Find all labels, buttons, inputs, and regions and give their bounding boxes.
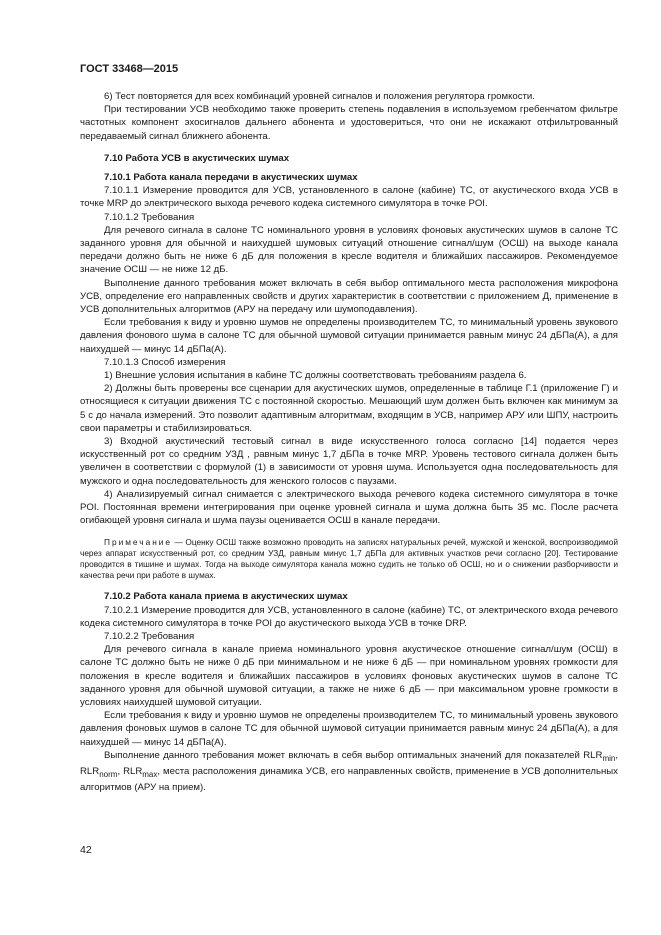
paragraph-receive-requirement-1: Для речевого сигнала в канале приема номинального уровня акустическое отношение сигнал/шум (ОСШ) в салоне ТС должно быть не ниже 0 дБ при минимальном и не ниже 6 дБ — при номинальном уровнях громкости для положения в кресле водителя и ближайших пассажиров в условиях фоновых акустических шумов в салоне ТС заданного уровня для обычной шумовой ситуации, а также не ниже 6 дБ — при максимальном уровне громкости в условиях наихудшей шумовой ситуации. xyxy=(80,644,618,708)
paragraph-7-10-1-3-title: 7.10.1.3 Способ измерения xyxy=(104,356,226,368)
paragraph-requirement-3: Если требования к виду и уровню шумов не определены производителем ТС, то минимальный уровень звукового давления фонового шума в салоне ТС для обычной шумовой ситуации принимается равным минус 24 дБПа(А), а для наихудшей — минус 14 дБПа(А). xyxy=(80,317,618,355)
note-paragraph xyxy=(80,537,618,582)
paragraph-7-10-2-2-title: 7.10.2.2 Требования xyxy=(104,630,195,642)
note-text: — Оценку ОСШ также возможно проводить на записях натуральных речей, мужской и женской, воспроизводимой через аппарат искусственный рот, со средним УЗД, равным минус 1,7 дБПа для активных участков речи согласно [20]. Тестирование проводится в тишине и шумах. Тогда на выходе симулятора канала можно судить не только об ОСШ, но и о снижении разборчивости и качества речи при работе в шумах. xyxy=(80,536,618,581)
paragraph-7-10-1-2-title: 7.10.1.2 Требования xyxy=(104,211,195,223)
document-body xyxy=(80,90,618,794)
paragraph-receive-requirement-2: Если требования к виду и уровню шумов не определены производителем ТС, то минимальный уровень звукового давления фоновых шумов в салоне ТС для обычной шумовой ситуации принимается равным минус 24 дБПа(А), а для наихудшей — минус 14 дБПа(А). xyxy=(80,710,618,748)
separator: , xyxy=(615,749,618,761)
rlr-min-subscript: min xyxy=(602,753,616,763)
text-run: Выполнение данного требования может включать в себя выбор оптимальных значений для показателей xyxy=(104,749,584,761)
paragraph-requirement-2: Выполнение данного требования может включать в себя выбор оптимального места расположения микрофона УСВ, определение его направленных свойств и других характеристик в соответствии с приложением Д, применение в УСВ дополнительных алгоритмов (АРУ на передачу или шумоподавления). xyxy=(80,277,618,316)
paragraph-7-10-2-1: 7.10.2.1 Измерение проводится для УСВ, установленного в салоне (кабине) ТС, от электрического входа речевого кодека системного симулятора в точке POI до акустического выхода УСВ в точке DRP. xyxy=(80,604,618,629)
paragraph-test-note: При тестировании УСВ необходимо также проверить степень подавления в используемом гребенчатом фильтре частотных компонент эхосигналов дальнего абонента и удостовериться, что они не искажают отфильтрованный передаваемый сигнал ближнего абонента. xyxy=(80,104,618,142)
rlr-min-label: RLR xyxy=(583,749,603,761)
paragraph-method-3: 3) Входной акустический тестовый сигнал в виде искусственного голоса согласно [14] подается через искусственный рот со средним УЗД , равным минус 1,7 дБПа в точке MRP. Уровень тестового сигнала должен быть увеличен в соответствии с формулой (1) в зависимости от уровня шума. Используется одна последовательность для мужского и одна последовательность для женского голосов с паузами. xyxy=(80,436,618,487)
rlr-max-label: RLR xyxy=(123,765,143,777)
paragraph-method-2: 2) Должны быть проверены все сценарии для акустических шумов, определенные в таблице Г.1 (приложение Г) и относящиеся к ситуации движения ТС с постоянной скоростью. Мешающий шум должен быть включен как минимум за 5 с до начала измерений. Это позволит адаптивным алгоритмам, входящим в УСВ, например АРУ или ШПУ, настроить свои параметры и стабилизироваться. xyxy=(80,383,618,434)
paragraph-method-4: 4) Анализируемый сигнал снимается с электрического выхода речевого кодека системного симулятора в точке POI. Постоянная времени интегрирования при оценке уровней сигнала и шума должна быть 35 мс. После расчета огибающей уровня сигнала и шума паузы оценивается ОСШ в канале передачи. xyxy=(80,488,618,527)
rlr-norm-subscript: norm xyxy=(99,769,118,779)
separator: , xyxy=(117,765,124,777)
paragraph-method-1: 1) Внешние условия испытания в кабине ТС должны соответствовать требованиям раздела 6. xyxy=(104,370,527,382)
paragraph-requirement-1: Для речевого сигнала в салоне ТС номинального уровня в условиях фоновых акустических шумов в салоне ТС заданного уровня для обычной и наихудшей шумовых ситуаций отношение сигнал/шум (ОСШ) на выходе канала передачи должно быть не ниже 6 дБ для положения в кресле водителя и ближайших пассажиров. Рекомендуемое значение ОСШ — не ниже 12 дБ. xyxy=(80,224,618,276)
subsection-heading-7-10-2: 7.10.2 Работа канала приема в акустических шумах xyxy=(104,591,348,603)
paragraph-test-repeat: 6) Тест повторяется для всех комбинаций уровней сигналов и положения регулятора громкости. xyxy=(104,91,535,102)
paragraph-7-10-1-1: 7.10.1.1 Измерение проводится для УСВ, установленного в салоне (кабине) ТС, от акустического входа УСВ в точке MRP до электрического выхода речевого кодека системного симулятора в точке POI. xyxy=(80,185,618,210)
paragraph-receive-requirement-3 xyxy=(80,749,618,794)
rlr-max-subscript: max xyxy=(142,769,158,779)
section-heading-7-10: 7.10 Работа УСВ в акустических шумах xyxy=(104,152,290,164)
page-number: 42 xyxy=(80,844,92,856)
rlr-norm-label: RLR xyxy=(80,765,100,777)
document-code-header: ГОСТ 33468—2015 xyxy=(80,63,179,75)
subsection-heading-7-10-1: 7.10.1 Работа канала передачи в акустических шумах xyxy=(104,172,358,184)
text-run: , места расположения динамика УСВ, его направленных свойств, применение в УСВ дополнительных алгоритмов (АРУ на прием). xyxy=(80,765,618,793)
note-label: Примечание xyxy=(104,536,173,547)
